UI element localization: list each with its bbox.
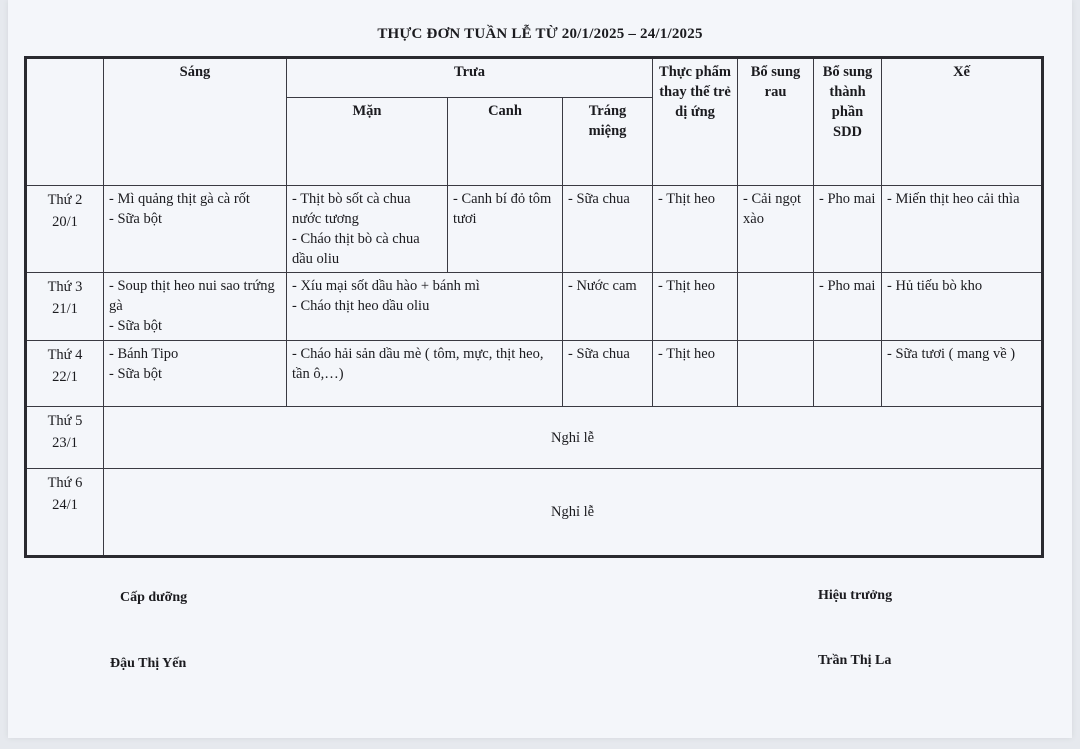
header-sang: Sáng <box>104 58 287 186</box>
day-cell <box>26 186 104 273</box>
day-date: 23/1 <box>52 435 78 451</box>
man-canh-cell <box>287 273 563 341</box>
signature-role-left: Cấp dưỡng <box>120 590 188 605</box>
sdd-cell <box>814 273 882 341</box>
menu-item: - Cháo thịt bò cà chua dầu oliu <box>292 231 420 267</box>
table-row <box>26 341 1043 407</box>
day-name: Thứ 2 <box>47 192 83 208</box>
day-name: Thứ 6 <box>47 475 83 491</box>
rau-cell <box>738 341 814 407</box>
day-date: 21/1 <box>52 301 78 317</box>
trang-mieng-cell <box>563 341 653 407</box>
sang-cell <box>104 341 287 407</box>
header-xe: Xế <box>882 58 1043 186</box>
sang-cell <box>104 186 287 273</box>
signature-name-left: Đậu Thị Yến <box>110 656 187 671</box>
menu-item: - Sữa bột <box>109 211 162 227</box>
day-date: 20/1 <box>52 214 78 230</box>
man-canh-cell <box>287 341 563 407</box>
thuc-pham-cell <box>653 186 738 273</box>
table-row <box>26 273 1043 341</box>
menu-item: - Thịt bò sốt cà chua nước tương <box>292 191 411 227</box>
rau-cell <box>738 273 814 341</box>
menu-item: - Thịt heo <box>658 278 715 294</box>
sdd-cell <box>814 341 882 407</box>
menu-item: - Canh bí đỏ tôm tươi <box>453 191 552 227</box>
menu-item: - Bánh Tipo <box>109 346 179 362</box>
trang-mieng-cell <box>563 273 653 341</box>
menu-item: - Thịt heo <box>658 191 715 207</box>
xe-cell <box>882 273 1043 341</box>
day-name: Thứ 5 <box>47 413 83 429</box>
trang-mieng-cell <box>563 186 653 273</box>
xe-cell <box>882 341 1043 407</box>
header-trang-mieng: Tráng miệng <box>563 98 653 186</box>
menu-item: - Miến thịt heo cải thìa <box>887 191 1020 207</box>
menu-item: - Sữa tươi ( mang về ) <box>887 346 1016 362</box>
holiday-cell: Nghỉ lễ <box>104 407 1043 469</box>
menu-item: - Cải ngọt xào <box>743 191 802 227</box>
day-date: 24/1 <box>52 497 78 513</box>
table-row <box>26 186 1043 273</box>
menu-item: - Soup thịt heo nui sao trứng gà <box>109 278 275 314</box>
menu-item: - Pho mai <box>819 191 876 207</box>
menu-item: - Pho mai <box>819 278 876 294</box>
canh-cell <box>448 186 563 273</box>
weekly-menu-table <box>24 56 1044 558</box>
menu-item: - Sữa chua <box>568 346 630 362</box>
day-cell <box>26 469 104 557</box>
day-cell <box>26 273 104 341</box>
header-day <box>26 58 104 186</box>
day-cell <box>26 407 104 469</box>
day-date: 22/1 <box>52 369 78 385</box>
day-name: Thứ 4 <box>47 347 83 363</box>
thuc-pham-cell <box>653 273 738 341</box>
signature-role-right: Hiệu trưởng <box>818 588 893 603</box>
menu-item: - Hủ tiếu bò kho <box>887 278 983 294</box>
holiday-row <box>26 407 1043 469</box>
menu-item: - Xíu mại sốt dầu hào + bánh mì <box>292 278 480 294</box>
holiday-row <box>26 469 1043 557</box>
header-bo-sung-sdd: Bổ sung thành phần SDD <box>814 58 882 186</box>
sang-cell <box>104 273 287 341</box>
holiday-cell: Nghỉ lễ <box>104 469 1043 557</box>
man-cell <box>287 186 448 273</box>
menu-item: - Cháo hải sản dầu mè ( tôm, mực, thịt heo, tần ô,…) <box>292 346 544 382</box>
menu-title: THỰC ĐƠN TUẦN LỄ TỪ 20/1/2025 – 24/1/2025 <box>377 26 703 42</box>
day-name: Thứ 3 <box>47 279 83 295</box>
header-row-1 <box>26 58 1043 98</box>
xe-cell <box>882 186 1043 273</box>
menu-item: - Sữa bột <box>109 366 162 382</box>
thuc-pham-cell <box>653 341 738 407</box>
header-thuc-pham: Thực phẩm thay thế trẻ dị ứng <box>653 58 738 186</box>
menu-item: - Nước cam <box>568 278 637 294</box>
menu-item: - Sữa chua <box>568 191 630 207</box>
signature-name-right: Trần Thị La <box>818 653 892 668</box>
header-bo-sung-rau: Bổ sung rau <box>738 58 814 186</box>
menu-item: - Mì quảng thịt gà cà rốt <box>109 191 250 207</box>
day-cell <box>26 341 104 407</box>
menu-item: - Sữa bột <box>109 318 162 334</box>
menu-item: - Cháo thịt heo dầu oliu <box>292 298 430 314</box>
header-man: Mặn <box>287 98 448 186</box>
sdd-cell <box>814 186 882 273</box>
header-trua: Trưa <box>287 58 653 98</box>
header-canh: Canh <box>448 98 563 186</box>
rau-cell <box>738 186 814 273</box>
menu-item: - Thịt heo <box>658 346 715 362</box>
